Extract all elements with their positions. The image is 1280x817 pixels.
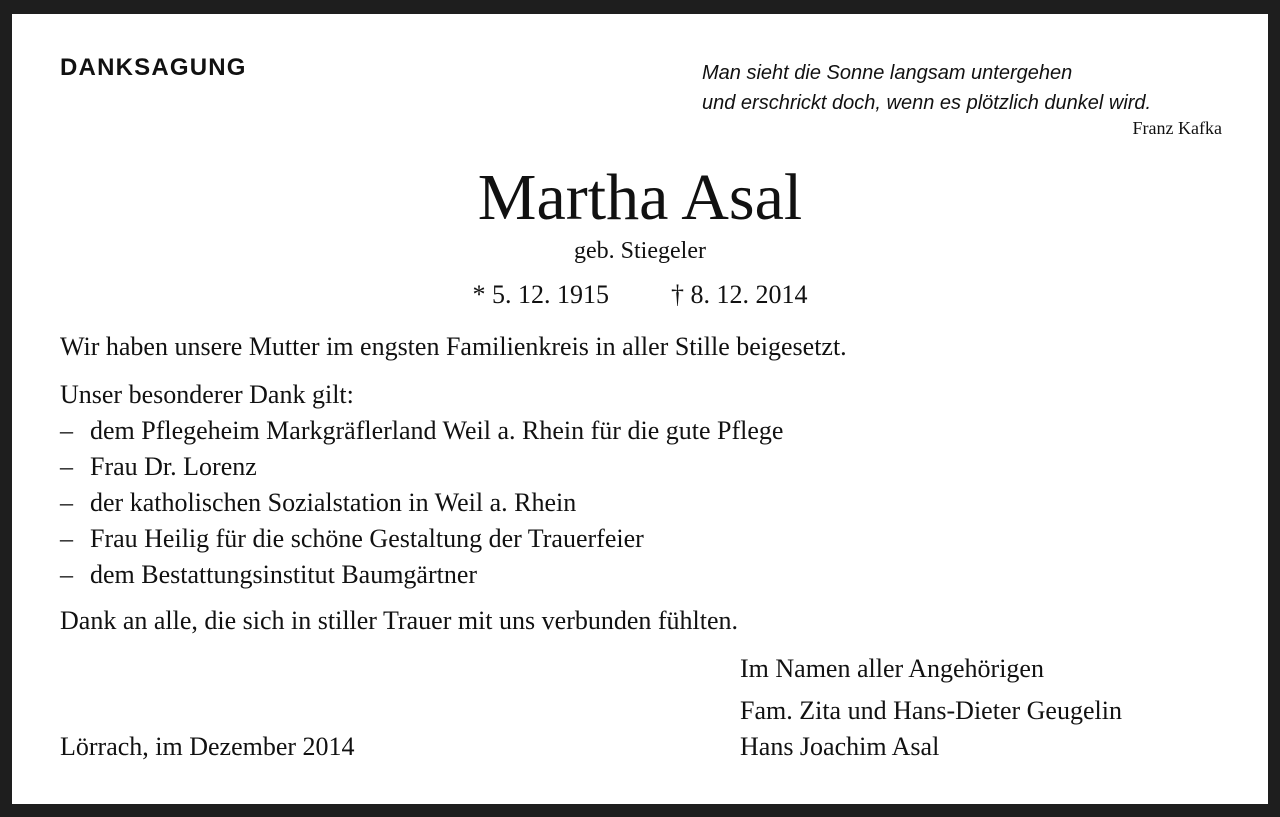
obituary-notice: [12, 14, 1268, 804]
list-item-text: Frau Heilig für die schöne Gestaltung der Trauerfeier: [90, 524, 644, 553]
closing-text: Dank an alle, die sich in stiller Trauer mit uns verbunden fühlten.: [60, 606, 739, 635]
quote-block: [702, 58, 1222, 140]
list-item: [60, 521, 783, 557]
signature-line-1: Im Namen aller Angehörigen: [740, 654, 1044, 683]
quote-line-1: Man sieht die Sonne langsam untergehen: [702, 62, 1073, 84]
place-date: Lörrach, im Dezember 2014: [60, 732, 355, 761]
list-bullet: –: [60, 560, 73, 589]
signature-line-3: Hans Joachim Asal: [740, 732, 940, 761]
quote-line-2: und erschrickt doch, wenn es plötzlich dunkel wird.: [702, 92, 1152, 114]
signature-line-2: Fam. Zita und Hans-Dieter Geugelin: [740, 696, 1122, 725]
list-bullet: –: [60, 416, 73, 445]
notice-heading: DANKSAGUNG: [60, 54, 247, 81]
list-item: [60, 485, 783, 521]
deceased-name: Martha Asal: [477, 161, 803, 234]
thanks-list: [60, 413, 783, 593]
list-item-text: der katholischen Sozialstation in Weil a. Rhein: [90, 488, 577, 517]
list-item: [60, 449, 783, 485]
birth-date: * 5. 12. 1915: [472, 280, 609, 309]
intro-text: Wir haben unsere Mutter im engsten Familienkreis in aller Stille beigesetzt.: [60, 332, 847, 361]
thanks-heading: Unser besonderer Dank gilt:: [60, 380, 354, 409]
list-item-text: dem Bestattungsinstitut Baumgärtner: [90, 560, 478, 589]
maiden-name: geb. Stiegeler: [574, 238, 706, 264]
list-item: [60, 557, 783, 593]
quote-author: Franz Kafka: [1132, 118, 1222, 138]
list-item: [60, 413, 783, 449]
list-item-text: Frau Dr. Lorenz: [90, 452, 257, 481]
death-date: † 8. 12. 2014: [671, 280, 808, 309]
list-bullet: –: [60, 524, 73, 553]
list-item-text: dem Pflegeheim Markgräflerland Weil a. Rhein für die gute Pflege: [90, 416, 784, 445]
list-bullet: –: [60, 452, 73, 481]
list-bullet: –: [60, 488, 73, 517]
life-dates: [12, 278, 1268, 312]
